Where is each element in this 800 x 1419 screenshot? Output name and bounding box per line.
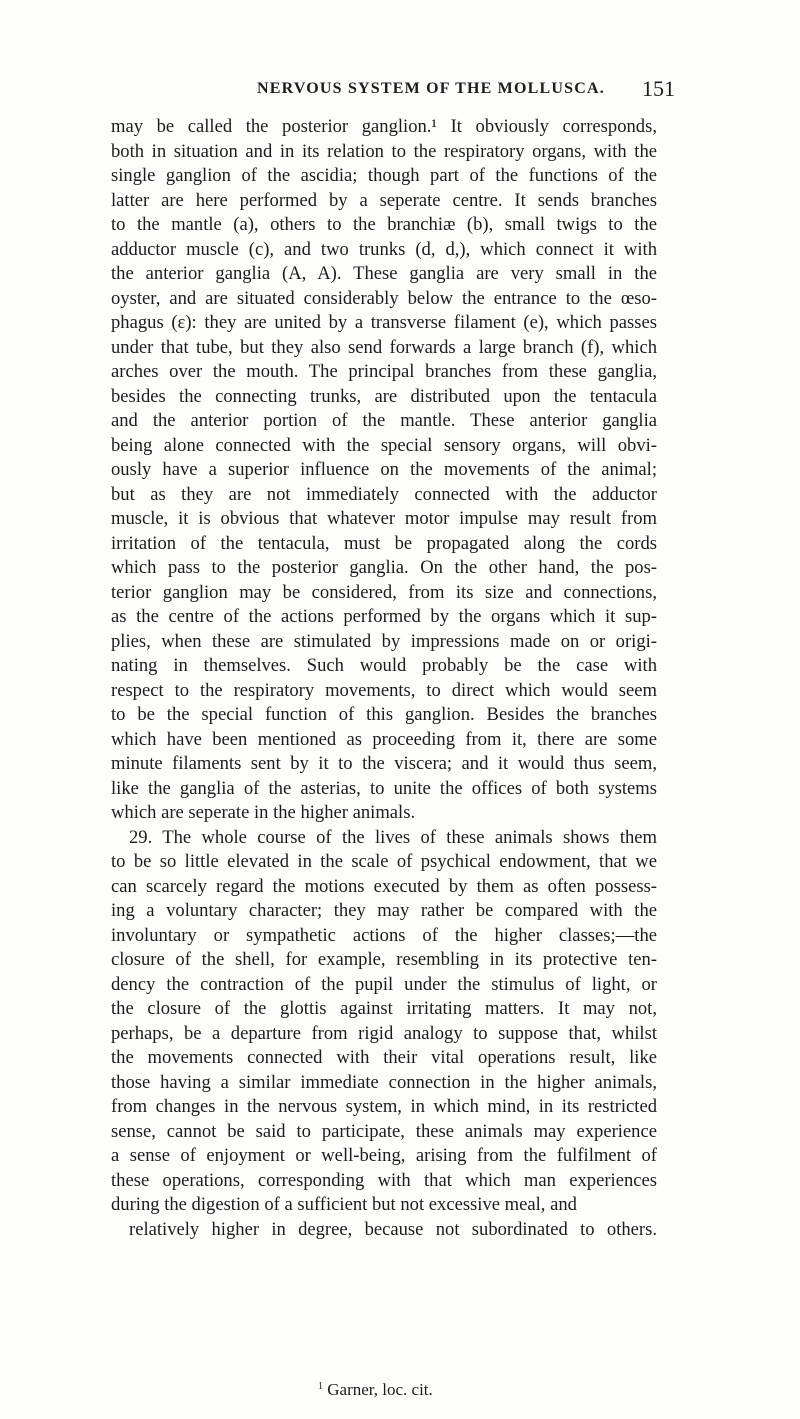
text-line: but as they are not immediately connected with the adductor bbox=[111, 483, 657, 505]
footnote-marker: 1 bbox=[318, 1381, 323, 1392]
text-line: to the mantle (a), others to the branchiæ (b), small twigs to the bbox=[111, 214, 657, 235]
running-head bbox=[0, 76, 800, 106]
text-line: dency the contraction of the pupil under the stimulus of light, or bbox=[111, 973, 657, 995]
text-line: arches over the mouth. The principal branches from these ganglia, bbox=[111, 361, 657, 382]
text-line: plies, when these are stimulated by impressions made on or origi- bbox=[111, 630, 657, 652]
text-line: sense, cannot be said to participate, these animals may experience bbox=[111, 1120, 657, 1142]
text-line: to be the special function of this ganglion. Besides the branches bbox=[111, 704, 657, 725]
text-line: being alone connected with the special sensory organs, will obvi- bbox=[111, 434, 657, 456]
text-line: phagus (ε): they are united by a transverse filament (e), which passes bbox=[111, 312, 657, 333]
text-line: which have been mentioned as proceeding from it, there are some bbox=[111, 728, 657, 750]
text-line: these operations, corresponding with that which man experiences bbox=[111, 1169, 657, 1191]
paragraph-start-29: 29. The whole course of the lives of these animals shows them bbox=[129, 826, 657, 848]
text-line: may be called the posterior ganglion.¹ It obviously corresponds, bbox=[111, 116, 657, 137]
body-text bbox=[111, 115, 657, 1242]
text-line: the anterior ganglia (A, A). These ganglia are very small in the bbox=[111, 263, 657, 284]
text-line: a sense of enjoyment or well-being, arising from the fulfilment of bbox=[111, 1145, 657, 1166]
text-line: nating in themselves. Such would probably be the case with bbox=[111, 655, 657, 676]
text-line: which pass to the posterior ganglia. On the other hand, the pos- bbox=[111, 557, 657, 578]
text-line: the closure of the glottis against irritating matters. It may not, bbox=[111, 998, 657, 1019]
text-line: and the anterior portion of the mantle. These anterior ganglia bbox=[111, 410, 657, 431]
text-line: single ganglion of the ascidia; though part of the functions of the bbox=[111, 165, 657, 186]
running-title: NERVOUS SYSTEM OF THE MOLLUSCA. bbox=[257, 80, 605, 97]
text-line: to be so little elevated in the scale of psychical endowment, that we bbox=[111, 851, 657, 872]
text-line: both in situation and in its relation to the respiratory organs, with the bbox=[111, 140, 657, 162]
text-line: closure of the shell, for example, resembling in its protective ten- bbox=[111, 949, 657, 970]
text-line: which are seperate in the higher animals. bbox=[111, 802, 416, 823]
page-number: 151 bbox=[642, 76, 675, 101]
text-line: involuntary or sympathetic actions of the higher classes;—the bbox=[111, 924, 657, 946]
text-line: the movements connected with their vital operations result, like bbox=[111, 1047, 657, 1068]
text-line: latter are here performed by a seperate centre. It sends branches bbox=[111, 189, 657, 211]
text-line: oyster, and are situated considerably below the entrance to the œso- bbox=[111, 287, 657, 309]
text-line: from changes in the nervous system, in which mind, in its restricted bbox=[111, 1096, 657, 1117]
text-line: ing a voluntary character; they may rather be compared with the bbox=[111, 900, 657, 921]
footnote bbox=[318, 1380, 433, 1400]
text-line: as the centre of the actions performed by the organs which it sup- bbox=[111, 606, 657, 627]
text-line: respect to the respiratory movements, to direct which would seem bbox=[111, 679, 657, 701]
text-line: under that tube, but they also send forwards a large branch (f), which bbox=[111, 336, 657, 358]
text-line: irritation of the tentacula, must be propagated along the cords bbox=[111, 532, 657, 554]
text-line: minute filaments sent by it to the viscera; and it would thus seem, bbox=[111, 753, 657, 774]
text-line: can scarcely regard the motions executed by them as often possess- bbox=[111, 875, 657, 897]
footnote-text: Garner, loc. cit. bbox=[327, 1380, 433, 1399]
paragraph-start-30: relatively higher in degree, because not subordinated to others. bbox=[129, 1218, 657, 1240]
text-line: besides the connecting trunks, are distributed upon the tentacula bbox=[111, 385, 657, 407]
text-line: muscle, it is obvious that whatever motor impulse may result from bbox=[111, 508, 657, 529]
text-line: perhaps, be a departure from rigid analogy to suppose that, whilst bbox=[111, 1022, 657, 1044]
text-line: those having a similar immediate connection in the higher animals, bbox=[111, 1071, 657, 1093]
text-line: adductor muscle (c), and two trunks (d, d,), which connect it with bbox=[111, 238, 657, 260]
text-line: like the ganglia of the asterias, to unite the offices of both systems bbox=[111, 777, 657, 799]
text-line: ously have a superior influence on the movements of the animal; bbox=[111, 459, 657, 480]
text-line: during the digestion of a sufficient but not excessive meal, and bbox=[111, 1194, 577, 1215]
text-line: terior ganglion may be considered, from its size and connections, bbox=[111, 581, 657, 603]
